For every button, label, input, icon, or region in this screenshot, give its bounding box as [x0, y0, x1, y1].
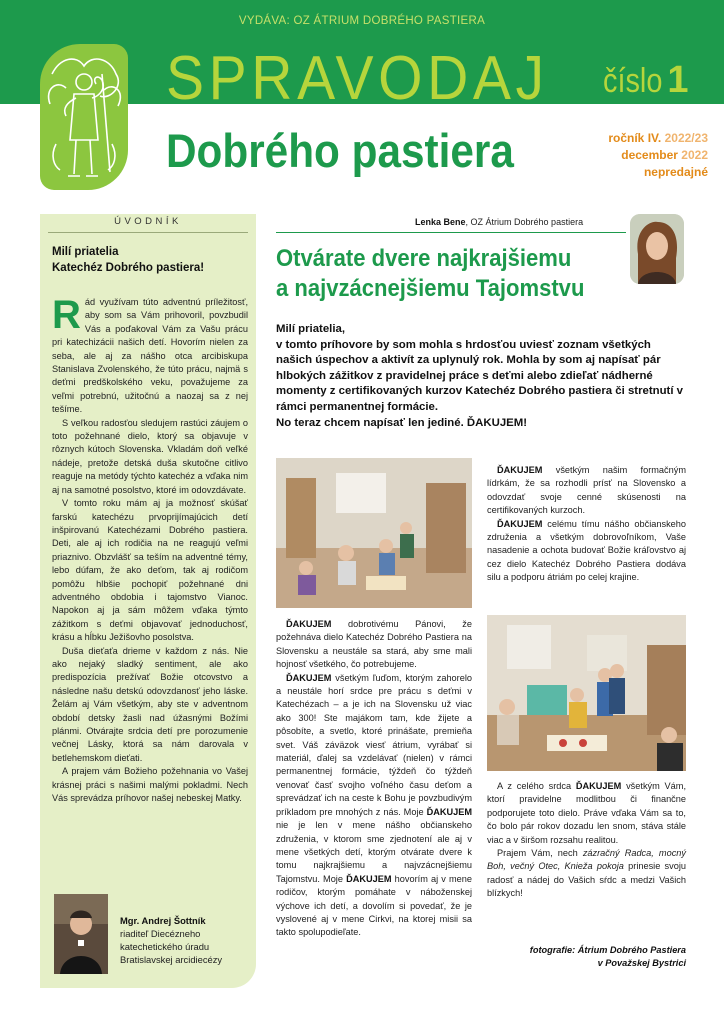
paragraph-text: nie je len v mene nášho občianskeho združenia, v ktorom sme zjednotení ale aj v mene všetkých detí, ktorým otvárate dvere k tomu najkrajšiemu a najvzácnejšiemu Tajomstvu. Moje	[276, 820, 472, 884]
lead-line: v tomto príhovore by som mohla s hrdosťou uviesť zoznam všetkých našich úspechov a aktivít za uplynulý rok. Mohla by som aj napísať pár hlbokých zážitkov z pravidelnej práce s deťmi alebo zdieľať nádherné momenty z certifikovaných kurzov Katechéz Dobrého pastiera či stretnutí v rámci permanentnej formácie.	[276, 338, 684, 413]
author-role: riaditeľ Diecézneho	[120, 928, 201, 939]
article-column-right-top	[487, 464, 686, 585]
masthead	[0, 0, 724, 200]
paragraph: A prajem vám Božieho požehnania vo Vašej krásnej práci s našimi malými pokladmi. Nech Vás sprevádza príhovor našej nebeskej Matky.	[52, 766, 248, 804]
paragraph: S veľkou radosťou sledujem rastúci záujem o toto požehnané dielo, ktorý sa objavuje v rôznych kútoch Slovenska. Vkladám doň veľké nádeje, pretože detská duša skutočne citlivo reaguje na metódy týchto katechéz a vďaka nim aj na samotné posolstvo, ktoré im odovzdávate.	[52, 417, 248, 495]
volume-label: ročník IV.	[608, 131, 662, 145]
paragraph	[52, 293, 248, 417]
publisher-line: VYDÁVA: OZ ÁTRIUM DOBRÉHO PASTIERA	[238, 15, 486, 27]
author-name: Mgr. Andrej Šottník	[120, 915, 206, 926]
paragraph-text: dobrotivému Pánovi, že požehnáva dielo Katechéz Dobrého Pastiera na Slovensku a neustále sa stará, aby sme mali hojnosť všetkého, čo potrebujeme.	[276, 619, 472, 670]
volume-years: 2022/23	[664, 131, 708, 145]
author-role: Bratislavskej arcidiecézy	[120, 954, 223, 965]
byline-name: Lenka Bene	[415, 217, 466, 227]
author-credit	[120, 914, 252, 966]
byline-org: , OZ Átrium Dobrého pastiera	[465, 217, 584, 227]
paragraph-text: celému tímu nášho občianskeho združenia a všetkým dobrovoľníkom, Vaše nasadenie a ochota budovať Božie kráľovstvo aj cez dielo Katechéz Dobrého Pastiera dodáva silu a podporu átriám po celej krajine.	[487, 518, 686, 583]
photo-credit	[487, 944, 686, 971]
emphasis: ĎAKUJEM	[497, 465, 543, 475]
paragraph-text: ád využívam túto adventnú príležitosť, aby som sa Vám prihovoril, povzbudil Vás a poďakoval Vám za Vašu prácu pri katechizácii našich detí. Hovorím nielen za seba, ale aj za nášho otca arcibiskupa Stanislava Zvolenského, že túto prácu, najmä s deťmi predškolského veku, považujeme za veľmi potrebnú, užitočnú a naozaj sa z nej tešíme.	[52, 297, 248, 415]
article-lead	[276, 322, 688, 431]
issue-month: december	[621, 148, 678, 162]
headline-line: a najvzácnejšiemu Tajomstvu	[276, 275, 585, 302]
emphasis: ĎAKUJEM	[346, 873, 392, 884]
paragraph-text: A z celého srdca	[497, 781, 576, 791]
paragraph: V tomto roku mám aj ja možnosť skúšať farskú katechézu prvoprijímajúcich detí inšpirovanú Katechézami Dobrého pastiera. Deti, ale aj ich rodičia na ne reagujú veľmi priaznivo. Obzvlášť sa teším na adventné témy, lebo dúfam, že ako deťom, tak aj rodičom pomôžu hlbšie pochopiť požehnané dni adventného obdobia i tajomstvo Vianoc. Napokon aj ja sám môžem vďaka týmto zážitkom s deťmi objavovať jednoduchosť, krásu a hĺbku Ježišovho posolstva.	[52, 498, 248, 643]
article-column-right-bottom	[487, 780, 686, 901]
editorial-sidebar	[40, 214, 256, 988]
credit-line: fotografie: Átrium Dobrého Pastiera	[529, 945, 686, 955]
issue-number	[603, 59, 689, 101]
emphasis: ĎAKUJEM	[286, 672, 332, 683]
atrium-photo-1	[276, 458, 472, 608]
lead-line: No teraz chcem napísať len jediné. ĎAKUJEM!	[276, 416, 528, 429]
paragraph-text: Prajem Vám, nech	[497, 848, 583, 859]
paragraph	[487, 518, 686, 585]
article-headline	[276, 244, 591, 304]
issue-meta	[608, 130, 708, 181]
title-dobreho-pastiera: Dobrého pastiera	[166, 124, 514, 177]
article-column-left	[276, 618, 472, 940]
editorial-heading: ÚVODNÍK	[114, 216, 182, 227]
lead-line: Milí priatelia,	[276, 323, 345, 335]
emphasis: ĎAKUJEM	[575, 781, 622, 791]
emphasis: ĎAKUJEM	[286, 619, 332, 629]
emphasis: ĎAKUJEM	[426, 806, 472, 817]
issue-digit: 1	[667, 59, 689, 101]
paragraph-text: všetkým Vám, ktorí pravidelne modlitbou či finančne podporujete toto dielo. Práve vďaka Vám sa to, čo bolo pár rokov dozadu len snom, stáva stále viac a v širšom rozsahu realitou.	[487, 781, 686, 845]
divider	[48, 232, 248, 233]
price-note: nepredajné	[643, 165, 708, 179]
paragraph	[487, 847, 686, 901]
paragraph-text: všetkým ľuďom, ktorým zahorelo a neustále horí srdce pre prácu s deťmi v Katechézach – a je ich na Slovensku už viac ako 300! Ste majákom tam, kde žijete a pôsobíte, a svetlo, ktoré prinášate, premieňa svet. Váš záväzok viesť átrium, vyrábať si materiál, ďalej sa vzdelávať (nielen) v rámci permanentnej formácie, týždeň čo týždeň venovať časť svojho voľného času deťom a sprevádzať ich na ceste k Bohu je povzbudivým príkladom pre mnohých z nás. Moje	[276, 672, 472, 817]
headline-line: Otvárate dvere najkrajšiemu	[276, 245, 572, 272]
editorial-greeting	[52, 244, 248, 276]
paragraph: Duša dieťaťa drieme v každom z nás. Nie ako nejaký sladký sentiment, ale ako predispozícia prežívať Božie otcovstvo a následne našu detskú odovzdanosť jeho láske. Želám aj Vám všetkým, aby ste v adventnom období detsky žasli nad úžasnými Božími plánmi. Otvárajte srdcia detí pre porozumenie večnej Lásky, ktorá sa nám darovala v betlehemskom dieťati.	[52, 645, 248, 763]
greeting-line: Milí priatelia	[52, 246, 119, 258]
paragraph	[276, 672, 472, 940]
divider	[276, 232, 626, 233]
issue-label: číslo	[603, 62, 663, 100]
title-spravodaj: SPRAVODAJ	[166, 44, 549, 113]
emphasis: ĎAKUJEM	[497, 518, 543, 529]
author-role: katechetického úradu	[120, 941, 210, 952]
credit-line: v Považskej Bystrici	[597, 958, 686, 969]
paragraph	[276, 618, 472, 672]
paragraph	[487, 464, 686, 518]
paragraph	[487, 780, 686, 847]
paragraph-text: hovorím aj v mene rodičov, ktorým pomáhate v náboženskej výchove ich detí, a dovolím si povedať, že je vyslovené aj v mene Cirkvi, na ktorej misii sa takto spolupodieľate.	[276, 873, 472, 938]
shepherd-logo	[40, 44, 128, 190]
author-portrait	[54, 894, 108, 974]
drop-cap: R	[52, 293, 81, 337]
paragraph-text: prinesie svoju radosť a nádej do Vašich sŕdc a medzi Vašich blízkych!	[487, 861, 686, 899]
issue-year: 2022	[681, 148, 708, 162]
byline-portrait	[630, 214, 684, 284]
editorial-body	[52, 293, 248, 805]
greeting-line: Katechéz Dobrého pastiera!	[52, 262, 205, 274]
paragraph-text: všetkým našim formačným lídrkám, že sa rozhodli prísť na Slovensko a odovzdať svoje cenné skúsenosti na certifikovaných kurzoch.	[487, 465, 686, 516]
atrium-photo-2	[487, 615, 686, 771]
article-byline	[415, 217, 583, 227]
quote: zázračný Radca, mocný Boh, večný Otec, Knieža pokoja	[487, 848, 686, 872]
